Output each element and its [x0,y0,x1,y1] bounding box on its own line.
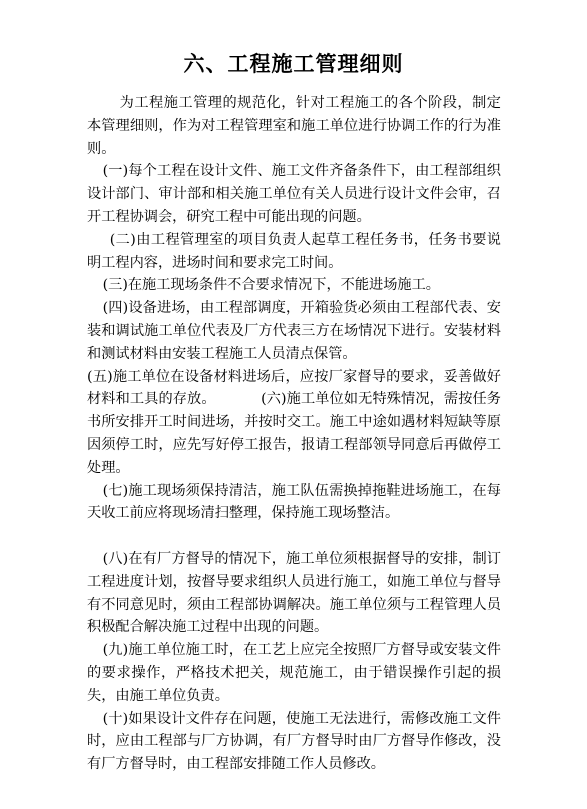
clause-3: (三)在施工现场条件不合要求情况下，不能进场施工。 [102,277,440,294]
intro-paragraph: 为工程施工管理的规范化，针对工程施工的各个阶段，制定本管理细则，作为对工程管理室和施工单位进行协调工作的行为准则。 [87,95,501,157]
clause-9: (九)施工单位施工时，在工艺上应完全按照厂方督导或安装文件的要求操作，严格技术把关，规范施工，由于错误操作引起的损失，由施工单位负责。 [87,642,501,704]
document-body [87,92,501,776]
clause-5: (五)施工单位在设备材料进场后，应按厂家督导的要求，妥善做好材料和工具的存放。 [87,368,501,408]
clause-10: (十)如果设计文件存在问题，使施工无法进行，需修改施工文件时，应由工程部与厂方协调，有厂方督导时由厂方督导作修改，没有厂方督导时，由工程部安排随工作人员修改。 [87,710,501,773]
document-title: 六、工程施工管理细则 [183,52,404,76]
clause-4: (四)设备进场，由工程部调度，开箱验货必须由工程部代表、安装和调试施工单位代表及厂方代表三方在场情况下进行。安装材料和测试材料由安装工程施工人员清点保管。 [87,300,501,362]
clause-6: (六)施工单位如无特殊情况，需按任务书所安排开工时间进场，并按时交工。施工中途如遇材料短缺等原因须停工时，应先写好停工报告，报请工程部领导同意后再做停工处理。 [87,391,501,476]
clause-7: (七)施工现场须保持清洁，施工队伍需换掉拖鞋进场施工，在每天收工前应将现场清扫整理，保持施工现场整洁。 [87,482,501,522]
clause-5-6 [87,366,501,480]
clause-8: (八)在有厂方督导的情况下，施工单位须根据督导的安排，制订工程进度计划，按督导要求组织人员进行施工，如施工单位与督导有不同意见时，须由工程部协调解决。施工单位须与工程管理人员积极配合解决施工过程中出现的问题。 [87,550,501,636]
blank-line [87,525,501,548]
clause-2: (二)由工程管理室的项目负责人起草工程任务书，任务书要说明工程内容，进场时间和要求完工时间。 [87,231,501,271]
clause-1: (一)每个工程在设计文件、施工文件齐备条件下，由工程部组织设计部门、审计部和相关施工单位有关人员进行设计文件会审，召开工程协调会，研究工程中可能出现的问题。 [87,163,501,225]
